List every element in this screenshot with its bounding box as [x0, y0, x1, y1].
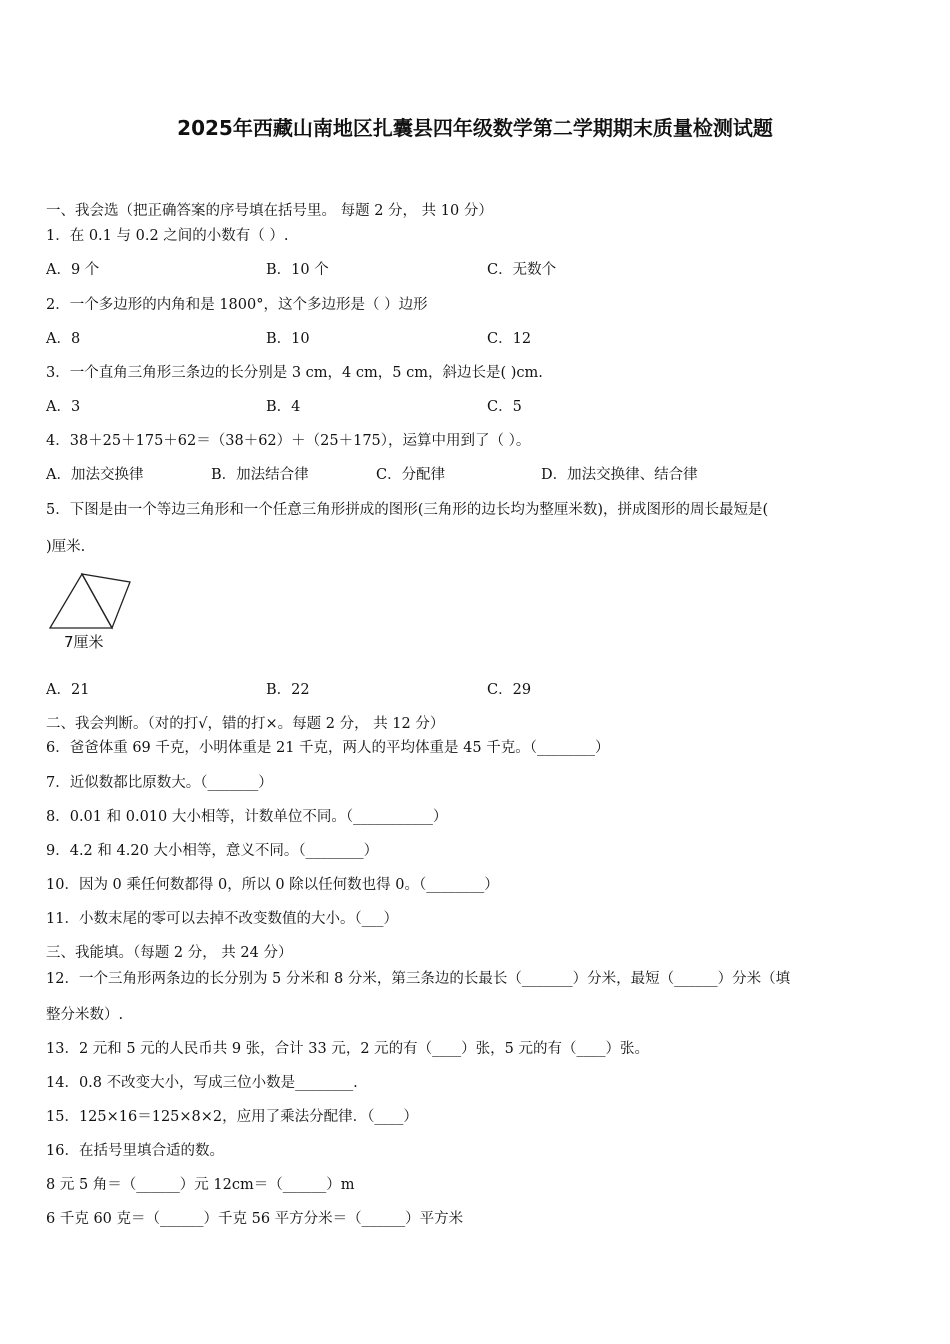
q2-option-b: B．10 — [266, 331, 310, 347]
q5-option-b: B．22 — [266, 682, 310, 698]
q5-option-a: A．21 — [46, 682, 90, 698]
question-9: 9．4.2 和 4.20 大小相等，意义不同。（________） — [46, 843, 379, 859]
question-7: 7．近似数都比原数大。（_______） — [46, 775, 273, 791]
q1-option-a: A．9 个 — [46, 262, 100, 278]
q1-option-c: C．无数个 — [487, 262, 557, 278]
page-title: 2025年西藏山南地区扎囊县四年级数学第二学期期末质量检测试题 — [177, 116, 773, 140]
q3-option-a: A．3 — [46, 399, 81, 415]
q1-option-b: B．10 个 — [266, 262, 329, 278]
question-3: 3．一个直角三角形三条边的长分别是 3 cm，4 cm，5 cm，斜边长是( )cm. — [46, 365, 543, 381]
q4-option-d: D．加法交换律、结合律 — [541, 467, 698, 483]
question-15: 15．125×16＝125×8×2，应用了乘法分配律．（____） — [46, 1109, 418, 1125]
q3-option-b: B．4 — [266, 399, 301, 415]
question-12-line-2: 整分米数）. — [46, 1007, 124, 1023]
question-2: 2．一个多边形的内角和是 1800°，这个多边形是（ ）边形 — [46, 297, 428, 313]
section-1-header: 一、我会选（把正确答案的序号填在括号里。 每题 2 分， 共 10 分） — [46, 203, 493, 219]
q4-option-b: B．加法结合律 — [211, 467, 309, 483]
question-4: 4．38＋25＋175＋62＝（38＋62）＋（25＋175），运算中用到了（ ）。 — [46, 433, 531, 449]
question-12-line-1: 12．一个三角形两条边的长分别为 5 分米和 8 分米，第三条边的长最长（_______）分米，最短（______）分米（填 — [46, 971, 791, 987]
question-8: 8．0.01 和 0.010 大小相等，计数单位不同。（___________） — [46, 809, 448, 825]
question-10: 10．因为 0 乘任何数都得 0，所以 0 除以任何数也得 0。（________） — [46, 877, 499, 893]
question-14: 14．0.8 不改变大小，写成三位小数是________. — [46, 1075, 358, 1091]
q2-option-a: A．8 — [46, 331, 81, 347]
question-6: 6．爸爸体重 69 千克，小明体重是 21 千克，两人的平均体重是 45 千克。（________） — [46, 740, 610, 756]
section-3-header: 三、我能填。（每题 2 分， 共 24 分） — [46, 945, 293, 961]
question-16: 16．在括号里填合适的数。 — [46, 1143, 224, 1159]
question-5-line-2: )厘米. — [46, 539, 86, 555]
q4-option-c: C．分配律 — [376, 467, 446, 483]
question-16-line-1: 8 元 5 角＝（______）元 12cm＝（______）m — [46, 1177, 355, 1193]
q3-option-c: C．5 — [487, 399, 522, 415]
arbitrary-triangle — [82, 574, 130, 628]
equilateral-triangle — [50, 574, 112, 628]
figure-label: 7厘米 — [64, 633, 104, 651]
section-2-header: 二、我会判断。（对的打√，错的打×。每题 2 分， 共 12 分） — [46, 716, 445, 732]
q2-option-c: C．12 — [487, 331, 532, 347]
question-5-line-1: 5．下图是由一个等边三角形和一个任意三角形拼成的图形(三角形的边长均为整厘米数)，拼成图形的周长最短是( — [46, 502, 769, 518]
q5-option-c: C．29 — [487, 682, 532, 698]
question-11: 11．小数末尾的零可以去掉不改变数值的大小。（___） — [46, 911, 398, 927]
question-16-line-2: 6 千克 60 克＝（______）千克 56 平方分米＝（______）平方米 — [46, 1211, 464, 1227]
question-1: 1．在 0.1 与 0.2 之间的小数有（ ）. — [46, 228, 289, 244]
triangle-figure — [46, 570, 136, 654]
q4-option-a: A．加法交换律 — [46, 467, 144, 483]
question-13: 13．2 元和 5 元的人民币共 9 张，合计 33 元，2 元的有（____）张，5 元的有（____）张。 — [46, 1041, 650, 1057]
